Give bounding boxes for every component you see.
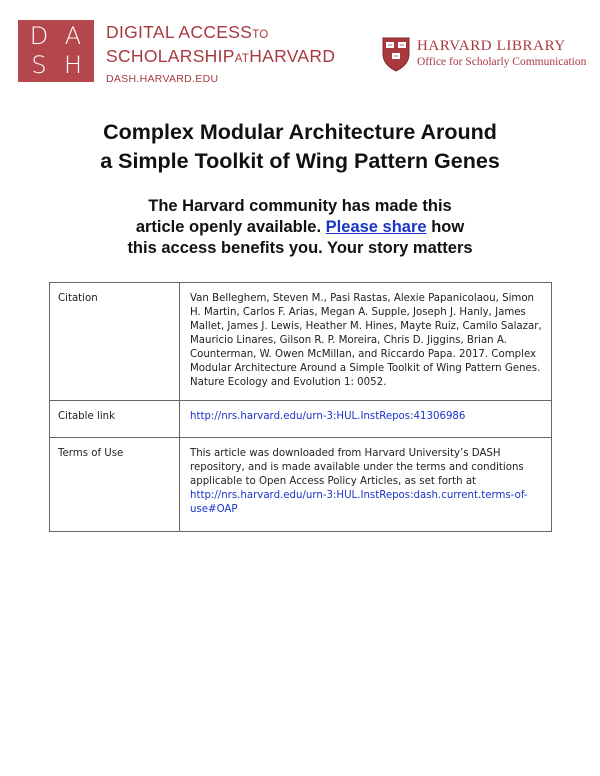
table-row-terms [50,438,552,532]
dash-title-line1 [106,22,335,46]
citable-link-cell [180,401,552,438]
share-line2 [0,217,600,238]
dash-logo-letter: H [63,51,83,79]
terms-link[interactable]: http://nrs.harvard.edu/urn-3:HUL.InstRepos:dash.current.terms-of-use#OAP [190,490,528,515]
article-title-line2: a Simple Toolkit of Wing Pattern Genes [100,149,500,173]
dash-title-text: DIGITAL ACCESS [106,22,253,42]
citable-link[interactable]: http://nrs.harvard.edu/urn-3:HUL.InstRepos:41306986 [190,411,466,422]
dash-logo-letter: D [29,22,49,50]
dash-title [106,22,335,87]
terms-text: This article was downloaded from Harvard University’s DASH repository, and is made available under the terms and conditions applicable to Open Access Policy Articles, as set forth at [190,448,524,487]
citation-text: Van Belleghem, Steven M., Pasi Rastas, Alexie Papanicolaou, Simon H. Martin, Carlos F. Arias, Megan A. Supple, Joseph J. Hanly, James Mallet, James J. Lewis, Heather M. Hines, Mayte Ruiz, Camilo Salazar, Mauricio Linares, Gilson R. P. Moreira, Chris D. Jiggins, Brian A. Counterman, W. Owen McMillan, and Riccardo Papa. 2017. Complex Modular Architecture Around a Simple Toolkit of Wing Pattern Genes. Nature Ecology and Evolution 1: 0052. [180,283,552,401]
dash-logo-letter: S [31,51,47,79]
terms-label: Terms of Use [50,438,180,532]
dash-title-text: HARVARD [249,46,336,66]
table-row-citation [50,283,552,401]
please-share-link[interactable]: Please share [325,218,427,236]
terms-cell [180,438,552,532]
dash-title-small: TO [252,29,269,41]
citation-label: Citation [50,283,180,401]
citable-link-label: Citable link [50,401,180,438]
article-title-line1: Complex Modular Architecture Around [103,120,497,144]
share-line3: this access benefits you. Your story matters [127,239,473,257]
harvard-library-logo [417,38,586,70]
table-row-citable-link [50,401,552,438]
library-name: HARVARD LIBRARY [417,38,566,54]
article-title [0,118,600,176]
library-office: Office for Scholarly Communication [417,56,587,68]
harvard-shield-icon [381,36,411,72]
share-line1: The Harvard community has made this [148,197,452,215]
dash-logo-letter: A [64,22,82,50]
dash-title-text: SCHOLARSHIP [106,46,235,66]
dash-logo [18,20,94,82]
share-line2-pre: article openly available. [135,218,322,236]
dash-url[interactable]: DASH.HARVARD.EDU [106,73,219,85]
dash-title-small: AT [234,53,250,65]
info-table [49,282,552,532]
share-line2-post: how [431,218,465,236]
dash-title-line2 [106,46,335,70]
share-message [0,196,600,259]
